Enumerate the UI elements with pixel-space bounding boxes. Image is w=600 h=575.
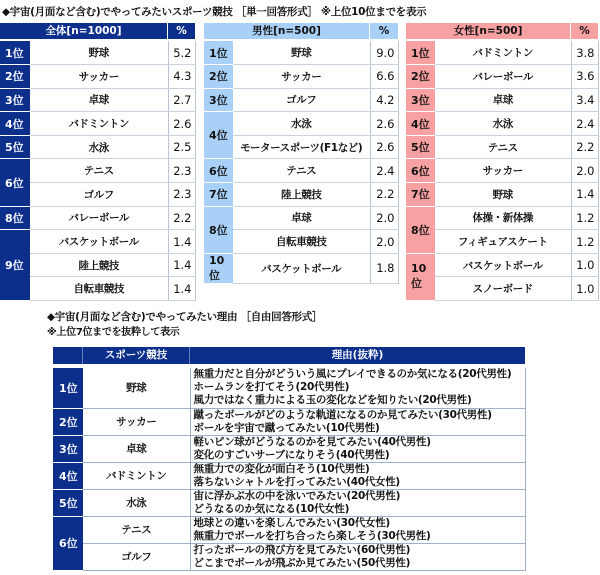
sport-name: 水泳 [233, 112, 370, 136]
percent-value: 1.0 [571, 277, 598, 301]
rank-cell: 7位 [204, 183, 233, 207]
reason-table-header [53, 347, 525, 364]
table-row [53, 408, 525, 435]
rank-cell: 3位 [204, 88, 233, 112]
sport-name: バレーボール [30, 206, 168, 230]
percent-value: 4.3 [168, 65, 195, 89]
sport-name: 自転車競技 [233, 230, 370, 254]
sport-name: 野球 [435, 183, 571, 207]
table-row [204, 88, 398, 112]
table-row [406, 65, 598, 89]
percent-value: 3.6 [571, 65, 598, 89]
reason-text: 蹴ったボールがどのような軌道になるのか見てみたい(30代男性) [193, 408, 492, 421]
sport-name: 野球 [83, 368, 190, 408]
sport-name: テニス [30, 159, 168, 183]
table-row [53, 435, 525, 462]
percent-value: 2.2 [168, 206, 195, 230]
reason-text: 無重力での変化が面白そう(10代男性) [193, 462, 370, 475]
table-row [406, 41, 598, 65]
sport-name: 野球 [233, 41, 370, 65]
reasons-cell [190, 489, 525, 516]
total-pct-header: % [176, 25, 187, 37]
sport-name: テニス [83, 516, 190, 543]
reason-subtitle: ※上位7位までを抜粋して表示 [47, 327, 180, 338]
rank-cell: 6位 [406, 159, 435, 183]
sport-name: 卓球 [435, 88, 571, 112]
rank-cell: 4位 [406, 112, 435, 136]
percent-value: 2.3 [168, 159, 195, 183]
sport-name: 陸上競技 [233, 183, 370, 207]
table-row [0, 65, 195, 89]
table-row [406, 88, 598, 112]
reason-title: ◆宇宙(月面など含む)でやってみたい理由 ［自由回答形式］ [47, 311, 323, 323]
sport-name: テニス [435, 135, 571, 159]
total-ranking-table [0, 41, 196, 301]
percent-value: 2.2 [571, 135, 598, 159]
table-row [204, 112, 398, 136]
percent-value: 1.4 [168, 253, 195, 277]
percent-value: 2.0 [370, 230, 398, 254]
sport-name: モータースポーツ(F1など) [233, 135, 370, 159]
table-row [406, 253, 598, 277]
sport-name: 体操・新体操 [435, 206, 571, 230]
rank-cell: 2位 [53, 408, 83, 435]
reason-text: 落ちないシャトルを打ってみたい(40代女性) [193, 475, 400, 488]
table-row [0, 230, 195, 254]
table-row [0, 253, 195, 277]
table-row [406, 230, 598, 254]
table-row [0, 135, 195, 159]
table-row [204, 253, 398, 283]
reasons-cell [190, 462, 525, 489]
table-row [53, 368, 525, 408]
reason-text: 地球との違いを楽しんでみたい(30代女性) [193, 516, 390, 529]
sport-name: 卓球 [233, 206, 370, 230]
sport-name: 水泳 [30, 135, 168, 159]
rank-cell: 3位 [406, 88, 435, 112]
reason-text: 風力ではなく重力による玉の変化などを知りたい(20代男性) [193, 394, 472, 407]
reason-sport-header: スポーツ競技 [83, 347, 190, 364]
male-ranking-table [204, 41, 399, 284]
female-ranking-table [406, 41, 599, 301]
rank-cell: 4位 [53, 462, 83, 489]
percent-value: 6.6 [370, 65, 398, 89]
male-header [204, 23, 398, 39]
sport-name: スノーボード [435, 277, 571, 301]
reason-text: 打ったボールの飛び方を見てみたい(60代男性) [193, 543, 411, 556]
sport-name: サッカー [435, 159, 571, 183]
sport-name: 卓球 [30, 88, 168, 112]
table-row [204, 183, 398, 207]
percent-value: 2.4 [370, 159, 398, 183]
rank-cell: 9位 [0, 230, 30, 301]
rank-cell: 8位 [406, 206, 435, 253]
table-row [0, 88, 195, 112]
percent-value: 1.4 [168, 230, 195, 254]
reason-text: ボールを宇宙で蹴ってみたい(10代男性) [193, 421, 380, 434]
reason-text: ホームランを打てそう(20代男性) [193, 381, 350, 394]
table-row [0, 183, 195, 207]
rank-cell: 5位 [406, 135, 435, 159]
table-row [53, 462, 525, 489]
percent-value: 2.0 [370, 206, 398, 230]
sport-name: テニス [233, 159, 370, 183]
sport-name: バレーボール [435, 65, 571, 89]
reason-text: 無重力でボールを打ち合ったら楽しそう(30代男性) [193, 529, 431, 542]
table-row [0, 277, 195, 301]
total-header-label: 全体[n=1000] [0, 23, 168, 39]
sport-name: サッカー [83, 408, 190, 435]
table-row [204, 159, 398, 183]
table-row [406, 206, 598, 230]
table-row [0, 41, 195, 65]
percent-value: 2.4 [571, 112, 598, 136]
reasons-cell [190, 516, 525, 543]
rank-cell: 7位 [406, 183, 435, 207]
percent-value: 2.2 [370, 183, 398, 207]
rank-cell: 5位 [53, 489, 83, 516]
sport-name: フィギュアスケート [435, 230, 571, 254]
sport-name: 卓球 [83, 435, 190, 462]
rank-cell: 10位 [406, 253, 435, 300]
sport-name: 水泳 [435, 112, 571, 136]
rank-cell: 8位 [204, 206, 233, 253]
sport-name: 野球 [30, 41, 168, 65]
sport-name: バスケットボール [435, 253, 571, 277]
percent-value: 1.0 [571, 253, 598, 277]
female-pct-header: % [579, 25, 590, 37]
rank-cell: 1位 [204, 41, 233, 65]
table-row [204, 65, 398, 89]
female-header [406, 23, 598, 39]
table-row [204, 206, 398, 230]
reason-text: 変化のすごいサーブになりそう(40代男性) [193, 448, 390, 461]
sport-name: ゴルフ [83, 543, 190, 570]
total-header [0, 23, 195, 39]
percent-value: 4.2 [370, 88, 398, 112]
table-row [0, 112, 195, 136]
percent-value: 1.2 [571, 230, 598, 254]
rank-cell: 5位 [0, 135, 30, 159]
sport-name: 自転車競技 [30, 277, 168, 301]
sport-name: バドミントン [30, 112, 168, 136]
sport-name: 陸上競技 [30, 253, 168, 277]
sport-name: サッカー [30, 65, 168, 89]
rank-cell: 6位 [0, 159, 30, 206]
percent-value: 2.5 [168, 135, 195, 159]
reason-text: 宙に浮かぶ水の中を泳いでみたい(20代男性) [193, 489, 401, 502]
sport-name: 水泳 [83, 489, 190, 516]
percent-value: 2.0 [571, 159, 598, 183]
table-row [406, 183, 598, 207]
rank-cell: 6位 [53, 516, 83, 570]
reasons-cell [190, 408, 525, 435]
rank-cell: 1位 [406, 41, 435, 65]
table-row [204, 41, 398, 65]
reasons-cell [190, 368, 525, 408]
percent-value: 3.8 [571, 41, 598, 65]
reasons-cell [190, 543, 525, 570]
rank-cell: 2位 [204, 65, 233, 89]
sport-name: サッカー [233, 65, 370, 89]
sport-name: バドミントン [83, 462, 190, 489]
percent-value: 2.6 [370, 112, 398, 136]
sport-name: バスケットボール [233, 253, 370, 283]
percent-value: 2.6 [370, 135, 398, 159]
rank-cell: 4位 [204, 112, 233, 159]
table-row [0, 159, 195, 183]
reason-rank-header [53, 347, 83, 364]
table-row [53, 516, 525, 543]
rank-cell: 4位 [0, 112, 30, 136]
table-row [53, 543, 525, 570]
table-row [204, 230, 398, 254]
table-row [0, 206, 195, 230]
percent-value: 1.8 [370, 253, 398, 283]
percent-value: 1.4 [168, 277, 195, 301]
rank-cell: 8位 [0, 206, 30, 230]
percent-value: 1.4 [571, 183, 598, 207]
reason-text-header: 理由(抜粋) [331, 349, 384, 361]
table-row [406, 277, 598, 301]
reason-text: どうなるのか気になる(10代女性) [193, 502, 350, 515]
rank-cell: 6位 [204, 159, 233, 183]
reason-text: 無重力だと自分がどういう風にプレイできるのか気になる(20代男性) [193, 368, 512, 381]
sport-name: バスケットボール [30, 230, 168, 254]
sport-name: ゴルフ [233, 88, 370, 112]
ranking-title: ◆宇宙(月面など含む)でやってみたいスポーツ競技 ［単一回答形式］ ※上位10位までを表示 [2, 6, 427, 18]
table-row [406, 112, 598, 136]
rank-cell: 10位 [204, 253, 233, 283]
male-header-label: 男性[n=500] [204, 23, 370, 39]
male-pct-header: % [378, 25, 390, 37]
rank-cell: 3位 [53, 435, 83, 462]
percent-value: 1.2 [571, 206, 598, 230]
rank-cell: 2位 [0, 65, 30, 89]
female-header-label: 女性[n=500] [406, 23, 571, 39]
percent-value: 5.2 [168, 41, 195, 65]
rank-cell: 1位 [0, 41, 30, 65]
reasons-cell [190, 435, 525, 462]
reason-table [53, 368, 526, 571]
percent-value: 2.6 [168, 112, 195, 136]
table-row [406, 159, 598, 183]
reason-text: 軽いピン球がどうなるのかを見てみたい(40代男性) [193, 435, 431, 448]
percent-value: 3.4 [571, 88, 598, 112]
sport-name: ゴルフ [30, 183, 168, 207]
rank-cell: 3位 [0, 88, 30, 112]
sport-name: バドミントン [435, 41, 571, 65]
percent-value: 2.7 [168, 88, 195, 112]
table-row [53, 489, 525, 516]
percent-value: 9.0 [370, 41, 398, 65]
rank-cell: 2位 [406, 65, 435, 89]
rank-cell: 1位 [53, 368, 83, 408]
table-row [204, 135, 398, 159]
percent-value: 2.3 [168, 183, 195, 207]
reason-text: どこまでボールが飛ぶか見てみたい(50代男性) [193, 556, 411, 569]
table-row [406, 135, 598, 159]
